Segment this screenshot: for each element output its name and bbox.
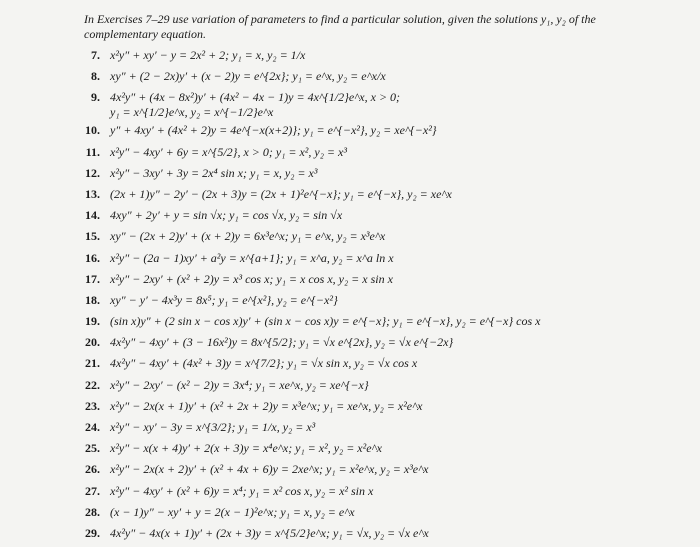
exercise-number: 28. <box>85 504 100 519</box>
exercise-number: 21. <box>85 356 100 371</box>
equation-line: x²y″ − 3xy′ + 3y = 2x⁴ sin x; y₁ = x, y₂ = x³ <box>110 165 318 180</box>
exercise-number: 10. <box>85 123 100 138</box>
exercise-item <box>0 378 700 393</box>
exercise-equation <box>110 462 700 477</box>
equation-line: x²y″ − xy′ − 3y = x^{3/2}; y₁ = 1/x, y₂ = x³ <box>110 420 316 434</box>
equation-line: (2x + 1)y″ − 2y′ − (2x + 3)y = (2x + 1)²e^{−x}; y₁ = e^{−x}, y₂ = xe^x <box>110 186 452 201</box>
exercise-item <box>0 272 700 287</box>
exercise-item <box>0 484 700 499</box>
exercise-equation <box>110 272 700 287</box>
exercise-number: 20. <box>85 335 100 350</box>
exercise-number: 22. <box>85 377 100 392</box>
exercise-item <box>0 526 700 541</box>
exercise-number: 11. <box>85 144 100 159</box>
exercise-number: 18. <box>85 292 100 307</box>
exercise-number: 24. <box>85 420 100 434</box>
exercise-item <box>0 251 700 266</box>
exercise-number: 7. <box>91 48 100 62</box>
equation-line: xy″ − y′ − 4x³y = 8x⁵; y₁ = e^{x²}, y₂ = e^{−x²} <box>110 292 338 307</box>
exercise-number: 12. <box>85 165 100 180</box>
exercise-number: 17. <box>85 271 100 286</box>
exercise-equation <box>110 356 700 371</box>
exercise-number: 27. <box>85 483 100 498</box>
exercise-item <box>0 399 700 414</box>
exercise-item <box>0 187 700 202</box>
equation-line: 4x²y″ − 4xy′ + (4x² + 3)y = x^{7/2}; y₁ = √x sin x, y₂ = √x cos x <box>110 356 418 371</box>
exercise-equation <box>110 229 700 244</box>
exercise-item <box>0 505 700 520</box>
exercise-equation <box>110 48 700 63</box>
exercise-equation <box>110 123 700 138</box>
intro-text: In Exercises 7–29 use variation of parameters to find a particular solution, given the solutions y₁, y₂ of the complementary equation. <box>84 12 596 41</box>
exercise-equation <box>110 208 700 223</box>
exercise-number: 26. <box>85 462 100 477</box>
equation-line: x²y″ − x(x + 4)y′ + 2(x + 3)y = x⁴e^x; y₁ = x², y₂ = x²e^x <box>110 441 382 456</box>
exercise-equation <box>110 399 700 414</box>
exercise-item <box>0 69 700 84</box>
equation-line: (sin x)y″ + (2 sin x − cos x)y′ + (sin x − cos x)y = e^{−x}; y₁ = e^{−x}, y₂ = e^{−x} cos x <box>110 314 541 329</box>
equation-line: x²y″ − 4xy′ + 6y = x^{5/2}, x > 0; y₁ = x², y₂ = x³ <box>110 144 347 159</box>
exercise-item <box>0 335 700 350</box>
exercise-equation <box>110 378 700 393</box>
exercise-number: 29. <box>85 525 100 540</box>
equation-line: 4x²y″ − 4xy′ + (3 − 16x²)y = 8x^{5/2}; y₁ = √x e^{2x}, y₂ = √x e^{−2x} <box>110 335 454 350</box>
exercise-item <box>0 356 700 371</box>
equation-line-2: y₁ = x^{1/2}e^x, y₂ = x^{−1/2}e^x <box>110 105 274 120</box>
exercise-item <box>0 420 700 435</box>
equation-line: (x − 1)y″ − xy′ + y = 2(x − 1)²e^x; y₁ = x, y₂ = e^x <box>110 504 355 519</box>
exercise-equation <box>110 505 700 520</box>
exercise-item <box>0 123 700 138</box>
exercise-item <box>0 166 700 181</box>
exercise-item <box>0 293 700 308</box>
exercise-number: 8. <box>91 69 100 84</box>
exercise-equation <box>110 251 700 266</box>
exercise-equation <box>110 335 700 350</box>
exercise-equation <box>110 420 700 435</box>
exercise-equation <box>110 187 700 202</box>
equation-line: xy″ − (2x + 2)y′ + (x + 2)y = 6x³e^x; y₁ = e^x, y₂ = x³e^x <box>110 229 386 244</box>
exercise-item <box>0 90 700 120</box>
exercise-number: 14. <box>85 208 100 223</box>
exercise-item <box>0 441 700 456</box>
equation-line: x²y″ − 2xy′ − (x² − 2)y = 3x⁴; y₁ = xe^x, y₂ = xe^{−x} <box>110 377 369 392</box>
exercise-list <box>0 48 700 547</box>
equation-line: x²y″ − 2x(x + 1)y′ + (x² + 2x + 2)y = x³e^x; y₁ = xe^x, y₂ = x²e^x <box>110 398 423 413</box>
equation-line: x²y″ − 2x(x + 2)y′ + (x² + 4x + 6)y = 2xe^x; y₁ = x²e^x, y₂ = x³e^x <box>110 462 429 477</box>
exercise-equation <box>110 145 700 160</box>
exercise-number: 23. <box>85 398 100 413</box>
exercise-equation <box>110 314 700 329</box>
equation-line: x²y″ − (2a − 1)xy′ + a²y = x^{a+1}; y₁ = x^a, y₂ = x^a ln x <box>110 250 394 265</box>
exercise-equation <box>110 166 700 181</box>
equation-line: 4x²y″ − 4x(x + 1)y′ + (2x + 3)y = x^{5/2}e^x; y₁ = √x, y₂ = √x e^x <box>110 525 429 540</box>
exercise-item <box>0 229 700 244</box>
exercise-number: 19. <box>85 314 100 329</box>
equation-line: x²y″ + xy′ − y = 2x² + 2; y₁ = x, y₂ = 1/x <box>110 48 306 62</box>
exercise-equation <box>110 526 700 541</box>
exercise-item <box>0 145 700 160</box>
exercise-number: 16. <box>85 250 100 265</box>
exercise-item <box>0 208 700 223</box>
exercise-number: 9. <box>91 90 100 105</box>
equation-line: xy″ + (2 − 2x)y′ + (x − 2)y = e^{2x}; y₁ = e^x, y₂ = e^x/x <box>110 69 386 84</box>
exercise-number: 25. <box>85 441 100 456</box>
exercise-equation <box>110 441 700 456</box>
exercise-item <box>0 462 700 477</box>
exercise-number: 15. <box>85 229 100 244</box>
equation-line: x²y″ − 2xy′ + (x² + 2)y = x³ cos x; y₁ = x cos x, y₂ = x sin x <box>110 271 393 286</box>
exercise-item <box>0 48 700 63</box>
equation-line: x²y″ − 4xy′ + (x² + 6)y = x⁴; y₁ = x² cos x, y₂ = x² sin x <box>110 483 374 498</box>
exercise-number: 13. <box>85 186 100 201</box>
exercise-equation <box>110 293 700 308</box>
exercise-equation <box>110 69 700 84</box>
equation-line: 4xy″ + 2y′ + y = sin √x; y₁ = cos √x, y₂ = sin √x <box>110 208 343 223</box>
exercise-item <box>0 314 700 329</box>
equation-line: 4x²y″ + (4x − 8x²)y′ + (4x² − 4x − 1)y = 4x^{1/2}e^x, x > 0; <box>110 90 401 105</box>
equation-line: y″ + 4xy′ + (4x² + 2)y = 4e^{−x(x+2)}; y₁ = e^{−x²}, y₂ = xe^{−x²} <box>110 123 437 138</box>
exercise-equation <box>110 90 700 120</box>
exercise-equation <box>110 484 700 499</box>
